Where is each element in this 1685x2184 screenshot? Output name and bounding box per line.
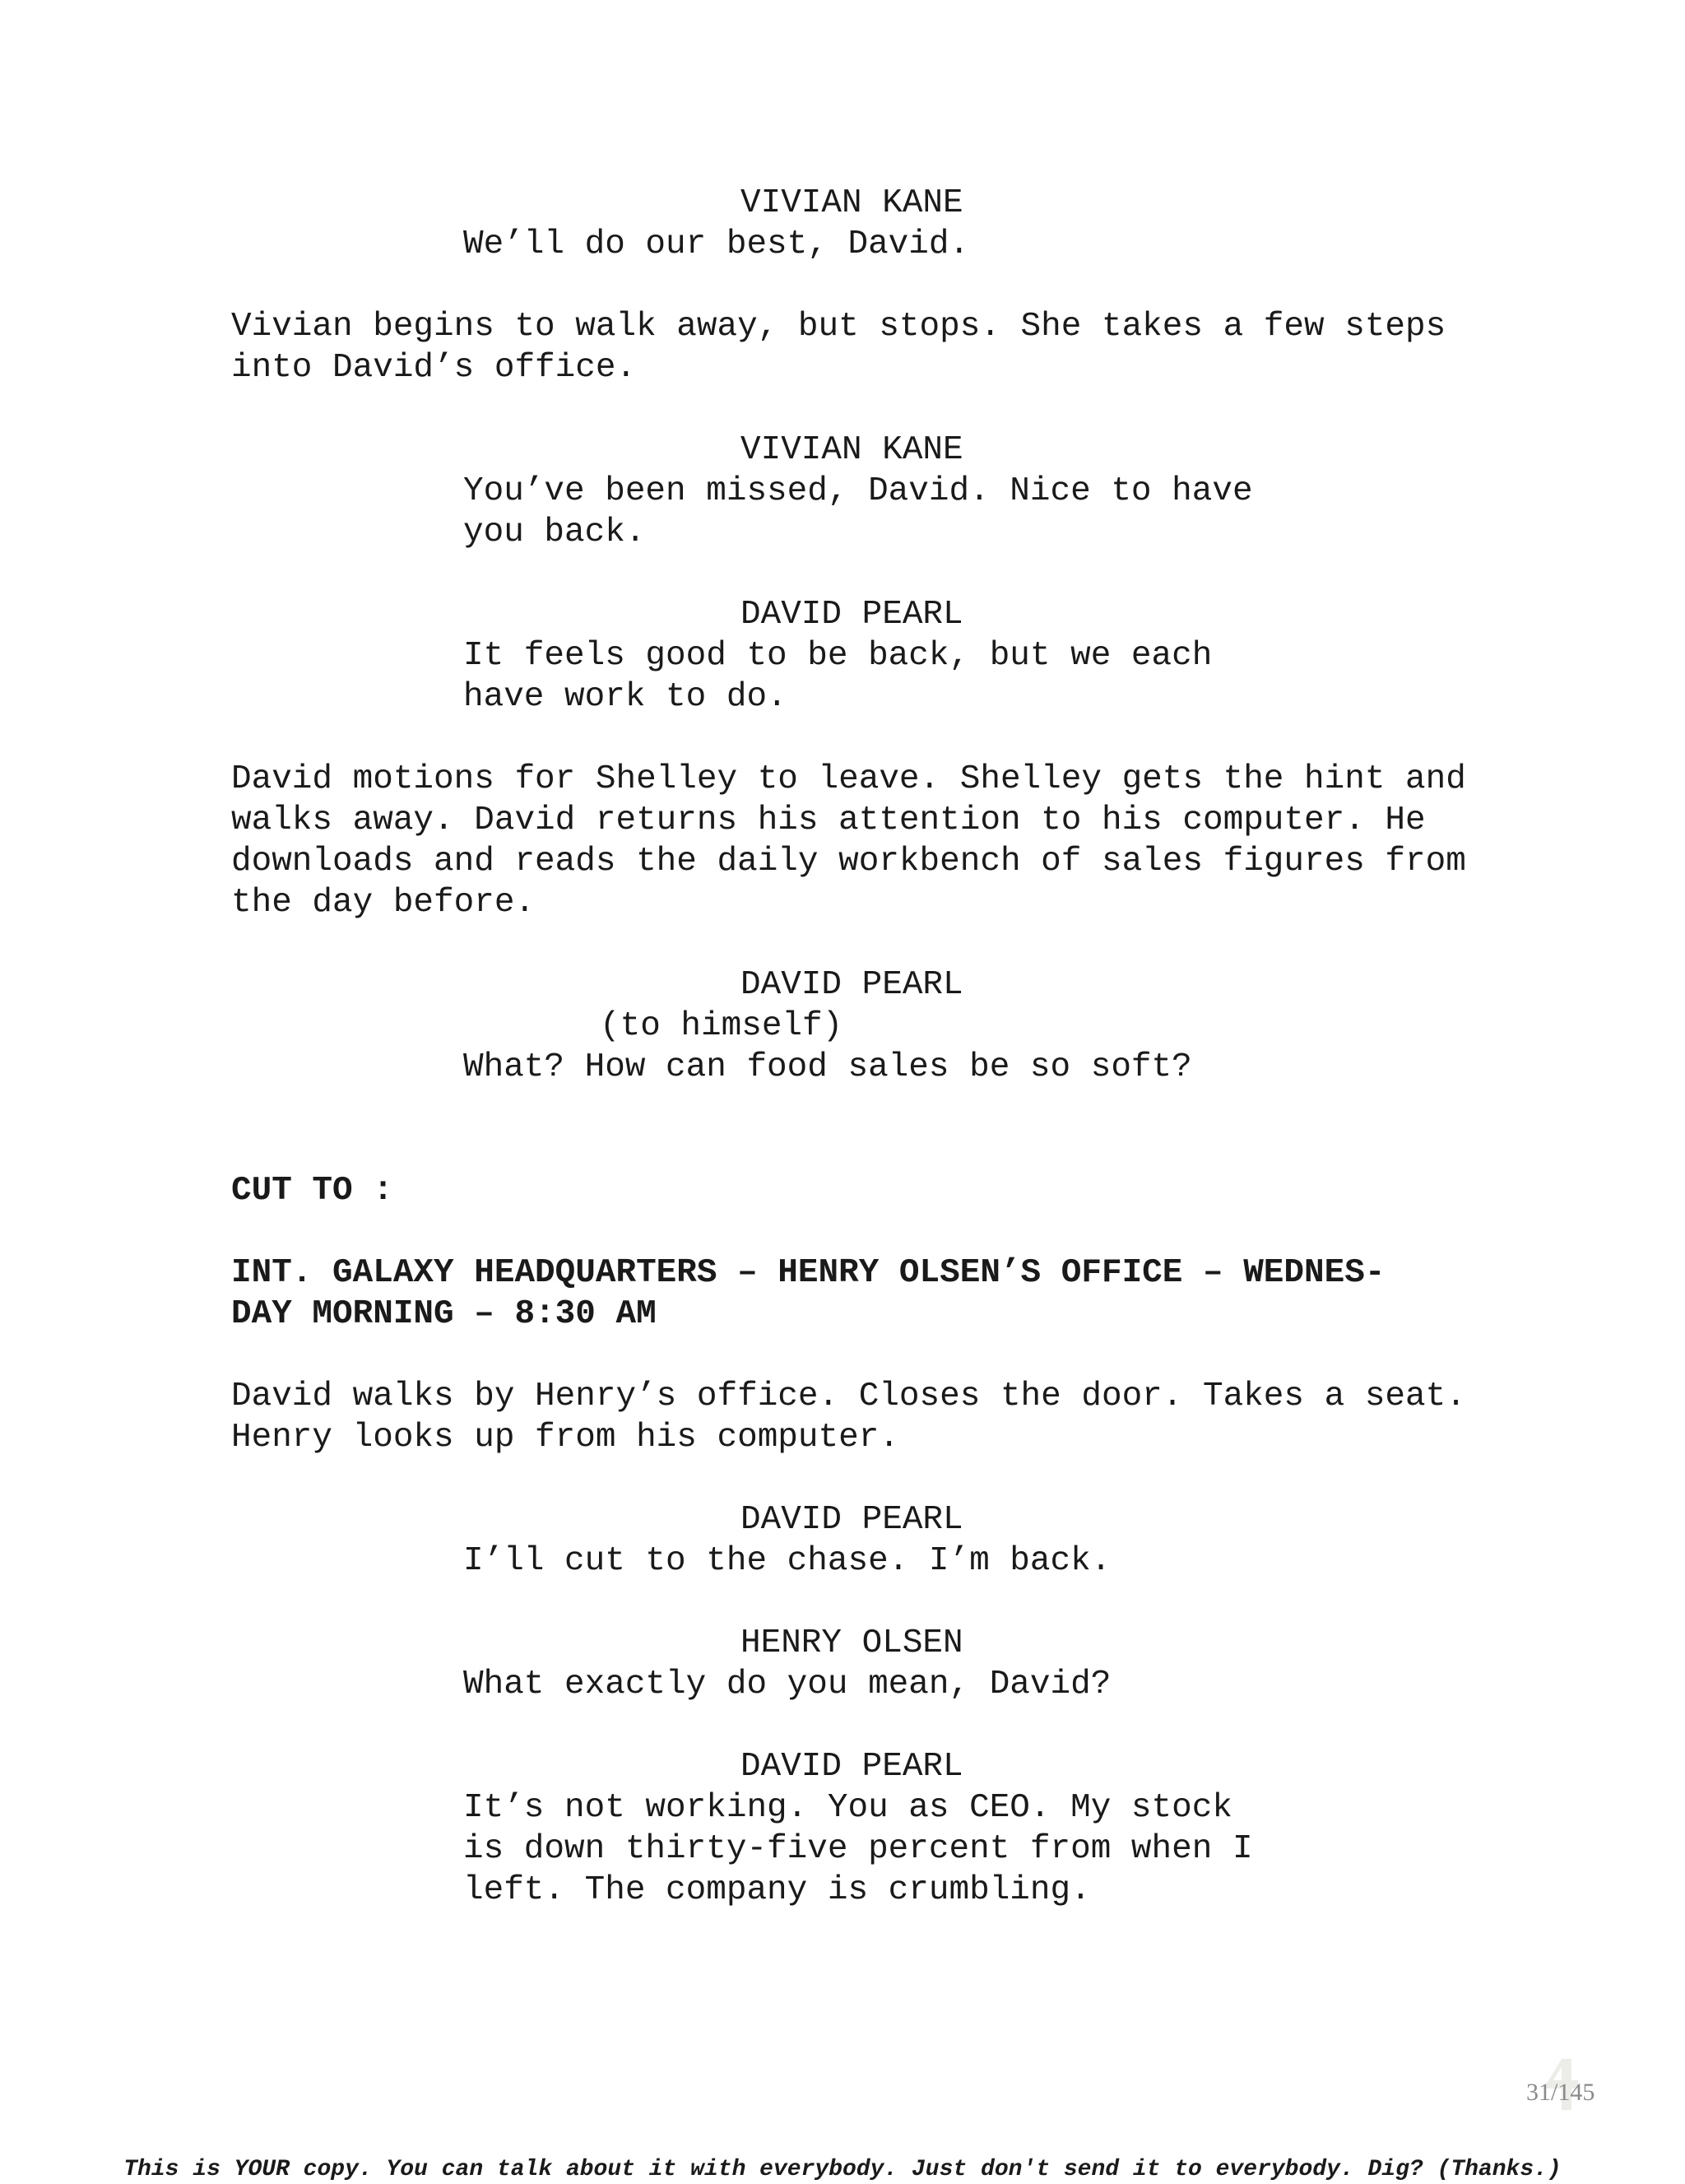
character-name: VIVIAN KANE xyxy=(740,184,963,222)
action-line: David walks by Henry’s office. Closes the door. Takes a seat. xyxy=(231,1378,1466,1415)
dialogue-line: left. The company is crumbling. xyxy=(463,1871,1091,1909)
action-line: into David’s office. xyxy=(231,349,637,387)
action-line: walks away. David returns his attention to his computer. He xyxy=(231,802,1426,839)
character-name: DAVID PEARL xyxy=(740,1501,963,1539)
dialogue-line: have work to do. xyxy=(463,678,787,716)
dialogue-line: you back. xyxy=(463,513,646,551)
action-line: Vivian begins to walk away, but stops. She takes a few steps xyxy=(231,308,1446,346)
dialogue-line: is down thirty-five percent from when I xyxy=(463,1830,1253,1868)
action-line: the day before. xyxy=(231,884,536,922)
action-line: Henry looks up from his computer. xyxy=(231,1419,899,1457)
footer-note: This is YOUR copy. You can talk about it with everybody. Just don't send it to everybody. Dig? (Thanks.) xyxy=(123,2157,1562,2182)
dialogue-line: I’ll cut to the chase. I’m back. xyxy=(463,1542,1112,1580)
dialogue-line: You’ve been missed, David. Nice to have xyxy=(463,472,1253,510)
page-number: 31/145 xyxy=(1526,2079,1595,2106)
transition: CUT TO : xyxy=(231,1172,393,1210)
action-line: David motions for Shelley to leave. Shelley gets the hint and xyxy=(231,760,1466,798)
scene-heading: INT. GALAXY HEADQUARTERS – HENRY OLSEN’S OFFICE – WEDNES- xyxy=(231,1254,1386,1292)
character-name: DAVID PEARL xyxy=(740,596,963,634)
dialogue-line: It feels good to be back, but we each xyxy=(463,637,1213,675)
character-name: DAVID PEARL xyxy=(740,966,963,1004)
action-line: downloads and reads the daily workbench of sales figures from xyxy=(231,843,1466,881)
scene-heading: DAY MORNING – 8:30 AM xyxy=(231,1295,657,1333)
dialogue-line: We’ll do our best, David. xyxy=(463,225,970,263)
character-name: DAVID PEARL xyxy=(740,1748,963,1786)
parenthetical: (to himself) xyxy=(600,1007,843,1045)
character-name: HENRY OLSEN xyxy=(740,1624,963,1662)
dialogue-line: What? How can food sales be so soft? xyxy=(463,1048,1192,1086)
dialogue-line: What exactly do you mean, David? xyxy=(463,1666,1112,1703)
character-name: VIVIAN KANE xyxy=(740,431,963,469)
dialogue-line: It’s not working. You as CEO. My stock xyxy=(463,1789,1232,1827)
